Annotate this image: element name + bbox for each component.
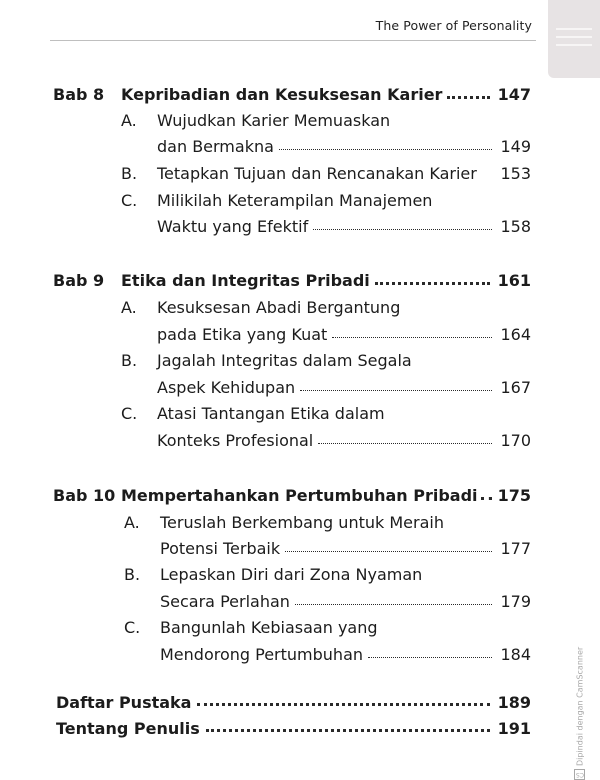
toc-section-continued (160, 532, 531, 558)
dot-leader (285, 551, 492, 552)
toc-daftar-pustaka (56, 686, 531, 712)
section-title-continued: Waktu yang Efektif (157, 217, 309, 236)
section-title: Atasi Tantangan Etika dalam (157, 404, 385, 423)
dot-leader (300, 390, 492, 391)
section-title-continued: pada Etika yang Kuat (157, 325, 328, 344)
dot-leader (318, 443, 492, 444)
toc-section (121, 397, 531, 423)
dot-leader (482, 176, 493, 177)
chapter-number: Bab 8 (53, 85, 105, 104)
page-number: 184 (500, 645, 531, 664)
page-number: 179 (500, 592, 531, 611)
page-number: 164 (500, 325, 531, 344)
dot-leader (197, 703, 489, 706)
page-number: 175 (497, 486, 531, 505)
section-title: Wujudkan Karier Memuaskan (157, 111, 391, 130)
toc-section (124, 558, 531, 584)
toc-section (121, 291, 531, 317)
toc-section-continued (157, 130, 531, 156)
dot-leader (206, 729, 490, 732)
toc-section-continued (157, 318, 531, 344)
toc-section (121, 344, 531, 370)
back-matter-title: Daftar Pustaka (56, 693, 192, 712)
dot-leader (279, 149, 493, 150)
page-number: 191 (497, 719, 531, 738)
dot-leader (295, 604, 493, 605)
toc-section (124, 506, 531, 532)
toc-tentang-penulis (56, 712, 531, 738)
section-title: Kesuksesan Abadi Bergantung (157, 298, 401, 317)
dot-leader (375, 282, 490, 285)
section-letter: A. (121, 111, 137, 130)
dot-leader (332, 337, 492, 338)
section-letter: B. (124, 565, 141, 584)
page-number: 167 (500, 378, 531, 397)
chapter-title: Kepribadian dan Kesuksesan Karier (121, 85, 443, 104)
section-letter: C. (121, 191, 138, 210)
toc-section (121, 104, 531, 130)
toc-section (121, 157, 531, 183)
dot-leader (481, 497, 492, 500)
page-number: 170 (500, 431, 531, 450)
dot-leader (368, 657, 492, 658)
section-title-continued: Secara Perlahan (160, 592, 290, 611)
section-letter: B. (121, 164, 138, 183)
toc-section (124, 611, 531, 637)
section-title: Jagalah Integritas dalam Segala (157, 351, 412, 370)
page-number: 158 (500, 217, 531, 236)
toc-chapter-9 (53, 264, 531, 290)
toc-chapter-10 (53, 479, 531, 505)
running-header: The Power of Personality (375, 18, 532, 33)
toc-section (121, 184, 531, 210)
dot-leader (313, 229, 492, 230)
section-title-continued: dan Bermakna (157, 137, 274, 156)
chapter-title: Mempertahankan Pertumbuhan Pribadi (121, 486, 478, 505)
dot-leader (447, 96, 489, 99)
page-number: 153 (500, 164, 531, 183)
back-matter-title: Tentang Penulis (56, 719, 200, 738)
section-title-continued: Mendorong Pertumbuhan (160, 645, 364, 664)
camscanner-icon: CS (576, 771, 584, 778)
section-letter: A. (121, 298, 137, 317)
section-title-continued: Konteks Profesional (157, 431, 314, 450)
chapter-title: Etika dan Integritas Pribadi (121, 271, 370, 290)
section-title-continued: Potensi Terbaik (160, 539, 281, 558)
scanner-watermark (573, 646, 587, 780)
section-title: Milikilah Keterampilan Manajemen (157, 191, 433, 210)
page-number: 147 (497, 85, 531, 104)
toc-section-continued (157, 371, 531, 397)
toc-section-continued (157, 210, 531, 236)
page-number: 177 (500, 539, 531, 558)
toc-chapter-8 (53, 78, 531, 104)
section-title: Lepaskan Diri dari Zona Nyaman (160, 565, 423, 584)
page-number: 149 (500, 137, 531, 156)
section-title: Tetapkan Tujuan dan Rencanakan Karier (157, 164, 477, 183)
scanner-watermark-text: Dipindai dengan CamScanner (575, 646, 585, 766)
page-number: 161 (497, 271, 531, 290)
page-number: 189 (497, 693, 531, 712)
section-title: Teruslah Berkembang untuk Meraih (160, 513, 444, 532)
toc-section-continued (157, 424, 531, 450)
section-letter: B. (121, 351, 138, 370)
chapter-number: Bab 9 (53, 271, 105, 290)
section-letter: A. (124, 513, 140, 532)
section-title-continued: Aspek Kehidupan (157, 378, 296, 397)
section-letter: C. (124, 618, 141, 637)
section-letter: C. (121, 404, 138, 423)
chapter-number: Bab 10 (53, 486, 116, 505)
toc-section-continued (160, 585, 531, 611)
toc-section-continued (160, 638, 531, 664)
section-title: Bangunlah Kebiasaan yang (160, 618, 378, 637)
